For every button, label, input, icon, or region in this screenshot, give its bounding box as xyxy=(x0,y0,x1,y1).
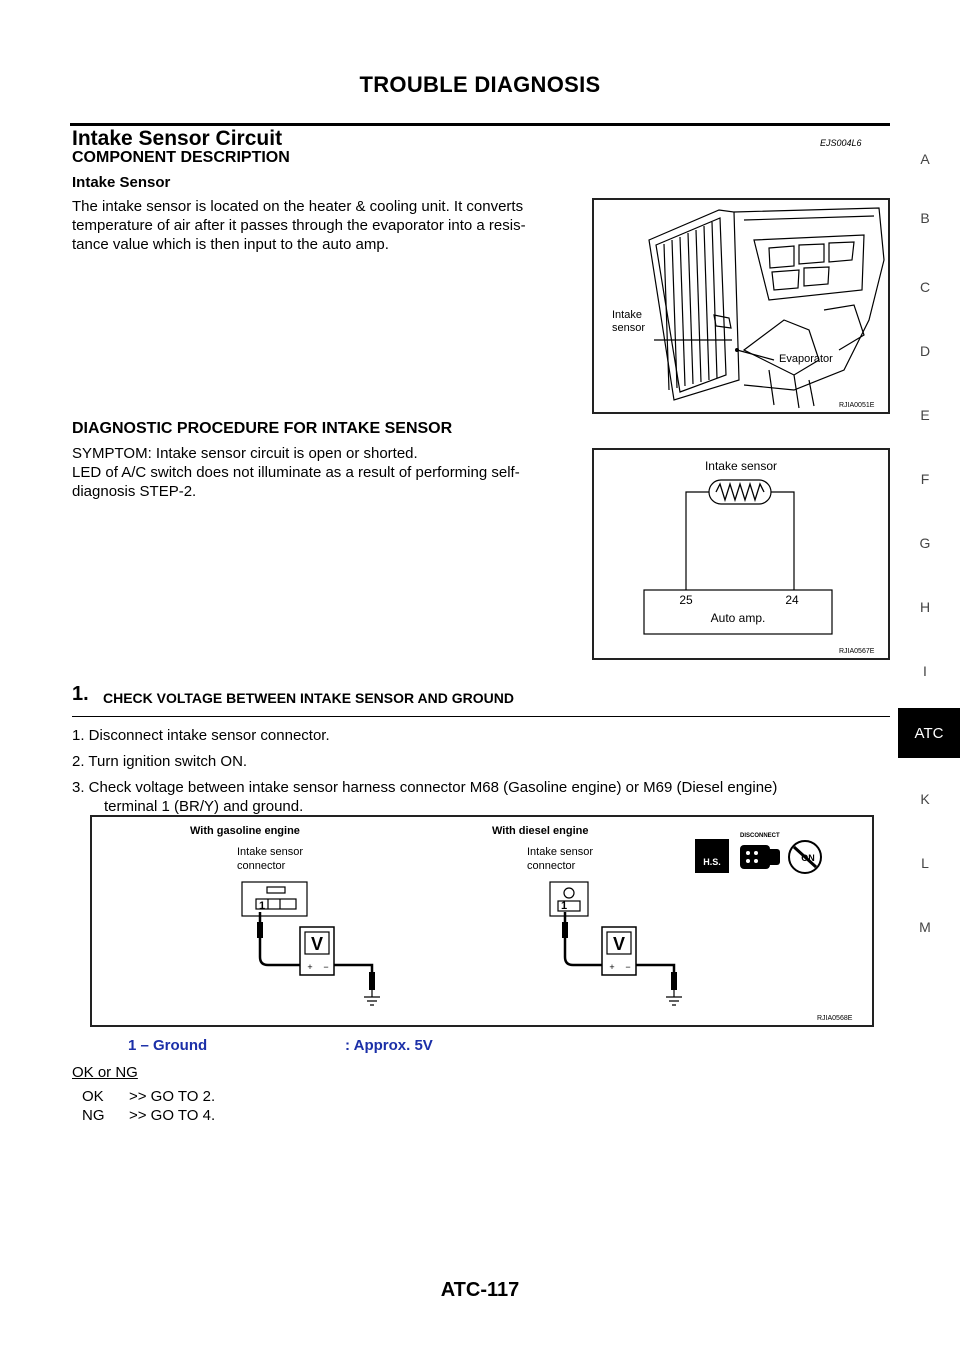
connector-label-1: Intake sensor xyxy=(237,846,304,858)
gasoline-connector xyxy=(242,882,307,916)
side-index-d[interactable]: D xyxy=(919,343,931,359)
voltage-check-figure xyxy=(90,815,874,1027)
diagnostic-heading: DIAGNOSTIC PROCEDURE FOR INTAKE SENSOR xyxy=(72,420,453,437)
ground-symbol-gas xyxy=(364,990,380,1005)
header-rule xyxy=(70,123,890,126)
instruction-item: 3. Check voltage between intake sensor harness connector M68 (Gasoline engine) or M69 (Diesel engine) xyxy=(72,779,778,796)
evaporator-label: Evaporator xyxy=(779,353,833,365)
spec-terminal: 1 – Ground xyxy=(128,1037,208,1054)
result-ng-key: NG xyxy=(82,1107,105,1124)
intake-sensor-schematic xyxy=(592,448,890,660)
section-title: Intake Sensor Circuit xyxy=(72,127,283,150)
side-index-c[interactable]: C xyxy=(919,279,931,295)
probe-tip-diesel xyxy=(562,922,568,938)
side-index-h[interactable]: H xyxy=(919,599,931,615)
ground-wire-diesel xyxy=(636,965,674,982)
diesel-title: With diesel engine xyxy=(492,825,589,837)
spec-value: : Approx. 5V xyxy=(345,1037,433,1054)
meter-minus-gas: − xyxy=(323,962,329,972)
page-header-title: TROUBLE DIAGNOSIS xyxy=(359,72,601,97)
pin-24: 24 xyxy=(785,593,799,607)
wire-right xyxy=(771,492,794,590)
schematic-title: Intake sensor xyxy=(704,459,778,473)
wire-left xyxy=(686,492,709,590)
side-index-i[interactable]: I xyxy=(923,663,927,679)
ground-symbol-diesel xyxy=(666,990,682,1005)
side-index-l[interactable]: L xyxy=(921,855,929,871)
gasoline-title: With gasoline engine xyxy=(190,825,300,837)
intake-label-2: sensor xyxy=(612,322,646,334)
side-index-e[interactable]: E xyxy=(920,407,930,423)
meter-v-diesel: V xyxy=(612,934,626,954)
meter-plus-gas: + xyxy=(307,962,313,972)
evaporator-pointer-dot xyxy=(735,348,739,352)
pin-1-diesel: 1 xyxy=(561,900,568,912)
text-line: diagnosis STEP-2. xyxy=(72,483,197,500)
section-code: EJS004L6 xyxy=(820,138,862,148)
text-line: temperature of air after it passes through the evaporator into a resis- xyxy=(72,217,526,234)
side-index-f[interactable]: F xyxy=(920,471,930,487)
diesel-connector xyxy=(550,882,588,916)
text-line: SYMPTOM: Intake sensor circuit is open or shorted. xyxy=(72,445,418,462)
connector-label-2: connector xyxy=(527,860,576,872)
intake-label-1: Intake xyxy=(612,309,642,321)
step-instructions xyxy=(72,726,890,816)
result-ng-value: >> GO TO 4. xyxy=(129,1107,216,1124)
figure-code: RJIA0567E xyxy=(839,648,875,655)
resistor-icon xyxy=(716,484,764,500)
result-ok-key: OK xyxy=(82,1088,104,1105)
probe-wire-diesel xyxy=(565,912,602,965)
figure-code: RJIA0051E xyxy=(839,402,875,409)
page-number: ATC-117 xyxy=(440,1279,520,1301)
step-rule xyxy=(72,716,890,717)
disconnect-icon xyxy=(740,845,780,869)
component-subheading: Intake Sensor xyxy=(72,174,171,191)
probe-tip-gas xyxy=(257,922,263,938)
result-label: OK or NG xyxy=(72,1064,138,1081)
meter-v-gas: V xyxy=(310,934,324,954)
component-description xyxy=(72,197,526,254)
pin-1-gas: 1 xyxy=(259,900,266,912)
side-index-atc-tab[interactable]: ATC xyxy=(898,708,960,758)
connector-label-2: connector xyxy=(237,860,286,872)
meter-minus-diesel: − xyxy=(625,962,631,972)
side-index-k[interactable]: K xyxy=(920,791,930,807)
symptom-text xyxy=(72,444,520,501)
hs-icon xyxy=(695,839,729,873)
connector-label-1: Intake sensor xyxy=(527,846,594,858)
side-index-a[interactable]: A xyxy=(920,151,930,167)
text-line: The intake sensor is located on the heater & cooling unit. It converts xyxy=(72,198,524,215)
disconnect-label: DISCONNECT xyxy=(740,833,780,839)
result-ok-value: >> GO TO 2. xyxy=(129,1088,216,1105)
text-line: LED of A/C switch does not illuminate as a result of performing self- xyxy=(72,464,520,481)
side-index-m[interactable]: M xyxy=(919,919,931,935)
probe-wire-gas xyxy=(260,912,300,965)
auto-amp-label: Auto amp. xyxy=(710,611,766,625)
schematic-diagram xyxy=(594,450,888,658)
pin-25: 25 xyxy=(679,593,693,607)
instruction-item: 2. Turn ignition switch ON. xyxy=(72,753,248,770)
instruction-item-continued: terminal 1 (BR/Y) and ground. xyxy=(104,798,304,815)
side-index-b[interactable]: B xyxy=(920,210,930,226)
on-label: ON xyxy=(801,853,815,863)
component-heading: COMPONENT DESCRIPTION xyxy=(72,149,290,166)
step-number: 1. xyxy=(72,683,89,705)
ground-wire-gas xyxy=(334,965,372,982)
step-title: CHECK VOLTAGE BETWEEN INTAKE SENSOR AND GROUND xyxy=(103,690,514,706)
intake-sensor-illustration xyxy=(594,200,888,412)
side-index-g[interactable]: G xyxy=(919,535,931,551)
voltage-check-diagram xyxy=(92,817,872,1025)
intake-sensor-figure xyxy=(592,198,890,414)
figure-code: RJIA0568E xyxy=(817,1015,853,1022)
hs-label: H.S. xyxy=(703,857,721,867)
instruction-item: 1. Disconnect intake sensor connector. xyxy=(72,727,330,744)
meter-plus-diesel: + xyxy=(609,962,615,972)
text-line: tance value which is then input to the auto amp. xyxy=(72,236,389,253)
